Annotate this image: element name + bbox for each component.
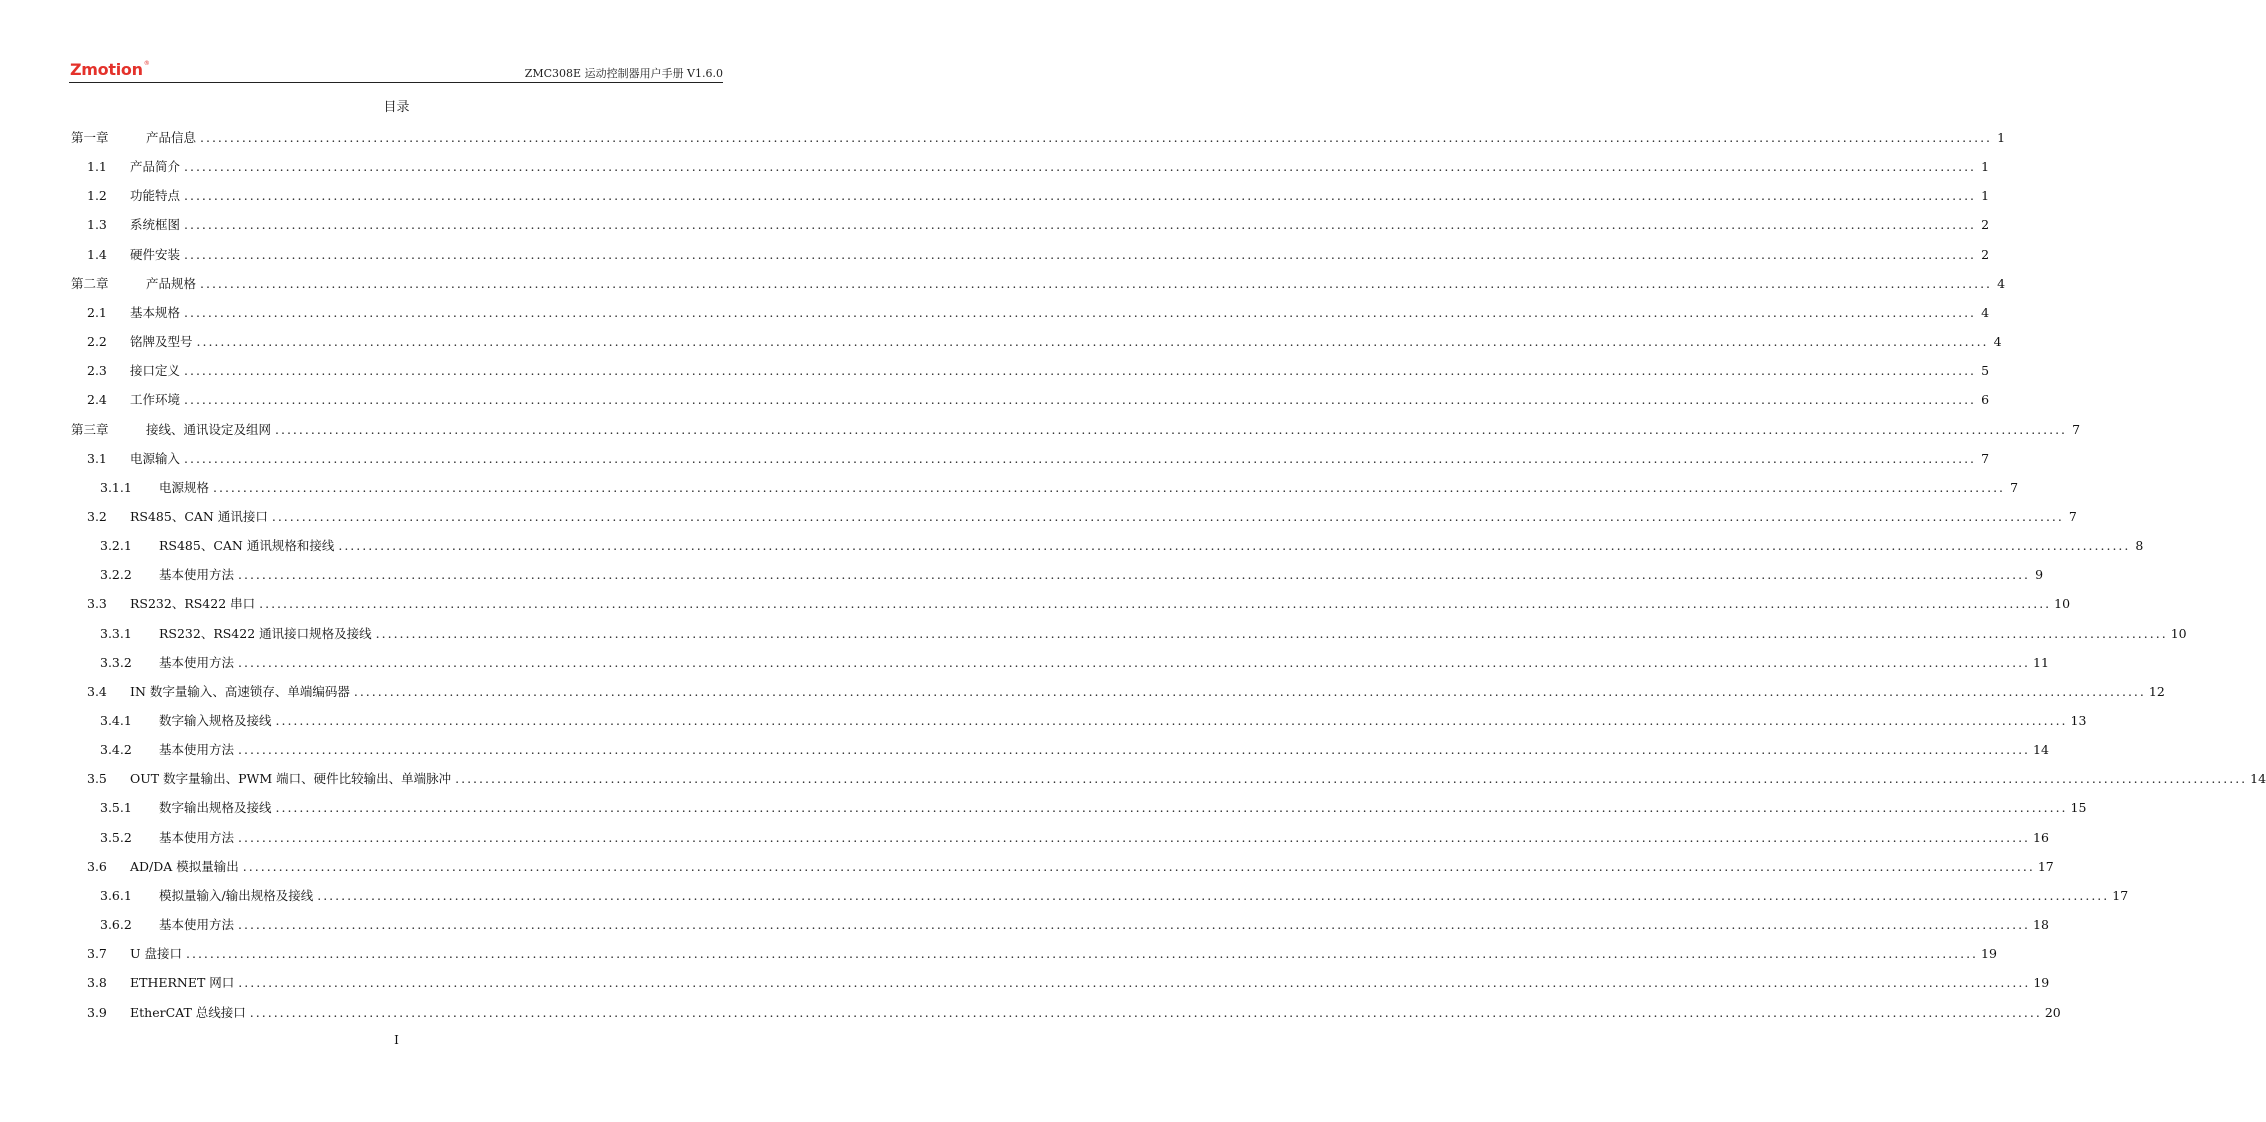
toc-entry-title: 基本使用方法 xyxy=(159,654,235,670)
toc-entry-number: 第一章 xyxy=(71,130,109,145)
dot-leader: ............................................................................................................................................................................................................................................................................................................ xyxy=(259,596,2052,612)
toc-entry-page: 7 xyxy=(1981,450,1990,466)
toc-entry-number: 3.2.2 xyxy=(100,567,132,583)
toc-entry-title: 接口定义 xyxy=(130,363,181,379)
toc-entry-title: 电源输入 xyxy=(130,450,181,466)
toc-entry-number: 3.4.1 xyxy=(100,713,132,728)
toc-entry-number: 3.3 xyxy=(87,596,107,612)
toc-entry[interactable] xyxy=(87,972,2050,994)
toc-entry-number: 2.2 xyxy=(87,334,107,350)
toc-entry[interactable] xyxy=(87,244,1990,266)
toc-entry-page: 16 xyxy=(2033,829,2049,845)
toc-entry-number: 3.9 xyxy=(87,1004,107,1020)
toc-entry-title: ETHERNET 网口 xyxy=(130,975,235,991)
dot-leader: ............................................................................................................................................................................................................................................................................................................ xyxy=(184,159,1977,175)
toc-entry-number: 3.2 xyxy=(87,508,107,524)
toc-entry-title: RS232、RS422 串口 xyxy=(130,596,256,612)
toc-entry-title: 电源规格 xyxy=(159,479,210,495)
dot-leader: ............................................................................................................................................................................................................................................................................................................ xyxy=(455,771,2248,787)
toc-entry-title: U 盘接口 xyxy=(130,946,183,962)
page-number: I xyxy=(394,1033,399,1047)
document-title: ZMC308E 运动控制器用户手册 V1.6.0 xyxy=(524,67,723,80)
dot-leader: ............................................................................................................................................................................................................................................................................................................ xyxy=(213,479,2006,495)
toc-entry[interactable] xyxy=(87,185,1990,207)
toc-entry[interactable] xyxy=(100,710,2087,732)
toc-entry-page: 4 xyxy=(1997,275,2006,291)
toc-entry-number: 3.6.1 xyxy=(100,887,132,903)
toc-entry-page: 6 xyxy=(1981,392,1990,408)
toc-entry-number: 1.4 xyxy=(87,246,107,262)
dot-leader: ............................................................................................................................................................................................................................................................................................................ xyxy=(275,713,2068,728)
toc-entry-number: 1.3 xyxy=(87,217,107,233)
toc-entry-title: 功能特点 xyxy=(130,188,181,204)
toc-entry-number: 第二章 xyxy=(71,275,109,291)
toc-entry-title: 产品规格 xyxy=(146,275,197,291)
toc-entry-page: 4 xyxy=(1993,334,2002,350)
toc-entry[interactable] xyxy=(87,768,2266,790)
toc-entry[interactable] xyxy=(87,389,1990,411)
toc-entry-page: 17 xyxy=(2112,887,2129,903)
dot-leader: ............................................................................................................................................................................................................................................................................................................ xyxy=(196,334,1989,350)
toc-entry-number: 2.4 xyxy=(87,392,107,408)
toc-entry-number: 3.5 xyxy=(87,771,107,787)
dot-leader: ............................................................................................................................................................................................................................................................................................................ xyxy=(184,392,1977,408)
toc-entry[interactable] xyxy=(87,448,1990,470)
toc-entry-page: 14 xyxy=(2033,742,2049,758)
toc-entry-page: 11 xyxy=(2033,654,2049,670)
dot-leader: ............................................................................................................................................................................................................................................................................................................ xyxy=(275,421,2068,437)
toc-entry[interactable] xyxy=(87,593,2071,615)
toc-entry[interactable] xyxy=(87,156,1990,178)
dot-leader: ............................................................................................................................................................................................................................................................................................................ xyxy=(238,975,2031,991)
dot-leader: ............................................................................................................................................................................................................................................................................................................ xyxy=(238,654,2031,670)
toc-entry-title: RS232、RS422 通讯接口规格及接线 xyxy=(159,625,372,641)
toc-entry-number: 3.2.1 xyxy=(100,538,132,554)
toc-entry-title: 产品简介 xyxy=(130,159,181,175)
toc-entry[interactable] xyxy=(71,127,2006,149)
toc-entry[interactable] xyxy=(100,739,2049,761)
toc-entry-page: 17 xyxy=(2037,858,2054,874)
toc-entry[interactable] xyxy=(100,564,2044,586)
toc-entry-number: 2.3 xyxy=(87,363,107,379)
toc-entry-title: AD/DA 模拟量输出 xyxy=(130,858,239,874)
toc-entry-page: 1 xyxy=(1981,188,1990,204)
toc-entry-number: 3.1 xyxy=(87,450,107,466)
registered-mark: ® xyxy=(143,60,150,67)
toc-heading: 目录 xyxy=(383,100,410,115)
dot-leader: ............................................................................................................................................................................................................................................................................................................ xyxy=(238,829,2031,845)
dot-leader: ............................................................................................................................................................................................................................................................................................................ xyxy=(184,217,1977,233)
toc-entry-title: EtherCAT 总线接口 xyxy=(130,1004,246,1020)
toc-entry[interactable] xyxy=(87,506,2077,528)
toc-entry-number: 3.7 xyxy=(87,946,107,962)
toc-entry[interactable] xyxy=(87,1002,2061,1024)
toc-entry[interactable] xyxy=(71,419,2081,441)
toc-entry[interactable] xyxy=(87,302,1990,324)
page-header xyxy=(69,58,723,83)
toc-entry-number: 3.4.2 xyxy=(100,742,132,758)
toc-entry[interactable] xyxy=(87,360,1990,382)
toc-entry-page: 7 xyxy=(2010,479,2019,495)
logo-text: Zmotion xyxy=(70,60,143,79)
toc-entry-page: 20 xyxy=(2044,1004,2061,1020)
toc-entry[interactable] xyxy=(100,914,2049,936)
toc-entry-page: 18 xyxy=(2033,917,2049,933)
toc-entry-number: 3.1.1 xyxy=(100,479,132,495)
toc-entry-title: OUT 数字量输出、PWM 端口、硬件比较输出、单端脉冲 xyxy=(130,771,452,787)
toc-entry-title: 数字输入规格及接线 xyxy=(159,713,272,728)
toc-entry-number: 3.5.2 xyxy=(100,829,132,845)
toc-entry[interactable] xyxy=(100,623,2187,645)
toc-entry-page: 7 xyxy=(2068,508,2077,524)
toc-entry-number: 1.1 xyxy=(87,159,107,175)
dot-leader: ............................................................................................................................................................................................................................................................................................................ xyxy=(186,946,1979,962)
dot-leader: ............................................................................................................................................................................................................................................................................................................ xyxy=(238,917,2031,933)
toc-entry[interactable] xyxy=(71,273,2006,295)
toc-entry-title: 工作环境 xyxy=(130,392,181,408)
dot-leader: ............................................................................................................................................................................................................................................................................................................ xyxy=(184,450,1977,466)
dot-leader: ............................................................................................................................................................................................................................................................................................................ xyxy=(184,304,1977,320)
toc-entry[interactable] xyxy=(100,652,2049,674)
toc-entry[interactable] xyxy=(100,797,2087,819)
toc-entry-page: 2 xyxy=(1981,217,1990,233)
toc-entry-title: 基本使用方法 xyxy=(159,917,235,933)
toc-entry[interactable] xyxy=(87,214,1990,236)
toc-entry-number: 3.3.1 xyxy=(100,625,132,641)
toc-entry-title: 基本使用方法 xyxy=(159,567,235,583)
toc-entry-page: 13 xyxy=(2070,713,2087,728)
toc-entry-number: 3.6.2 xyxy=(100,917,132,933)
dot-leader: ............................................................................................................................................................................................................................................................................................................ xyxy=(184,363,1977,379)
toc-entry-page: 8 xyxy=(2135,538,2144,554)
toc-entry-number: 3.6 xyxy=(87,858,107,874)
dot-leader: ............................................................................................................................................................................................................................................................................................................ xyxy=(275,800,2068,816)
toc-entry-page: 10 xyxy=(2170,625,2187,641)
toc-entry-number: 3.8 xyxy=(87,975,107,991)
toc-entry-page: 1 xyxy=(1981,159,1990,175)
dot-leader: ............................................................................................................................................................................................................................................................................................................ xyxy=(238,567,2031,583)
dot-leader: ............................................................................................................................................................................................................................................................................................................ xyxy=(242,858,2035,874)
dot-leader: ............................................................................................................................................................................................................................................................................................................ xyxy=(375,625,2168,641)
toc-entry[interactable] xyxy=(87,331,2002,353)
dot-leader: ............................................................................................................................................................................................................................................................................................................ xyxy=(317,887,2110,903)
toc-entry-title: 基本使用方法 xyxy=(159,742,235,758)
toc-entry[interactable] xyxy=(87,681,2165,703)
dot-leader: ............................................................................................................................................................................................................................................................................................................ xyxy=(271,508,2064,524)
toc-entry-page: 12 xyxy=(2148,683,2165,699)
toc-entry-title: 产品信息 xyxy=(146,130,197,145)
toc-entry-title: RS485、CAN 通讯规格和接线 xyxy=(159,538,335,554)
toc-entry-page: 19 xyxy=(2033,975,2050,991)
toc-entry-page: 7 xyxy=(2072,421,2081,437)
toc-entry-page: 4 xyxy=(1981,304,1990,320)
dot-leader: ............................................................................................................................................................................................................................................................................................................ xyxy=(200,130,1993,145)
toc-entry-title: IN 数字量输入、高速锁存、单端编码器 xyxy=(130,683,350,699)
toc-entry-title: 数字输出规格及接线 xyxy=(159,800,272,816)
toc-entry-page: 2 xyxy=(1981,246,1990,262)
toc-entry-page: 19 xyxy=(1981,946,1997,962)
toc-entry-title: 基本使用方法 xyxy=(159,829,235,845)
toc-entry-title: RS485、CAN 通讯接口 xyxy=(130,508,268,524)
toc-entry[interactable] xyxy=(100,535,2144,557)
toc-entry-number: 2.1 xyxy=(87,304,107,320)
toc-entry-page: 5 xyxy=(1981,363,1990,379)
dot-leader: ............................................................................................................................................................................................................................................................................................................ xyxy=(238,742,2031,758)
toc-entry-title: 系统框图 xyxy=(130,217,181,233)
toc-entry-number: 1.2 xyxy=(87,188,107,204)
toc-entry-number: 3.5.1 xyxy=(100,800,132,816)
dot-leader: ............................................................................................................................................................................................................................................................................................................ xyxy=(353,683,2146,699)
toc-entry-page: 14 xyxy=(2250,771,2266,787)
toc-entry-page: 9 xyxy=(2035,567,2044,583)
toc-entry-title: 模拟量输入/输出规格及接线 xyxy=(159,887,314,903)
toc-entry-title: 硬件安装 xyxy=(130,246,181,262)
toc-entry-page: 10 xyxy=(2054,596,2071,612)
toc-entry[interactable] xyxy=(100,827,2049,849)
toc-entry[interactable] xyxy=(100,885,2129,907)
dot-leader: ............................................................................................................................................................................................................................................................................................................ xyxy=(338,538,2131,554)
toc-entry-number: 第三章 xyxy=(71,421,109,437)
toc-entry[interactable] xyxy=(87,856,2054,878)
toc-entry-title: 基本规格 xyxy=(130,304,181,320)
toc-entry[interactable] xyxy=(100,477,2019,499)
dot-leader: ............................................................................................................................................................................................................................................................................................................ xyxy=(200,275,1993,291)
toc-entry-title: 铭牌及型号 xyxy=(130,334,193,350)
dot-leader: ............................................................................................................................................................................................................................................................................................................ xyxy=(249,1004,2042,1020)
toc-entry-number: 3.4 xyxy=(87,683,107,699)
toc-entry-page: 15 xyxy=(2070,800,2087,816)
toc-entry-number: 3.3.2 xyxy=(100,654,132,670)
dot-leader: ............................................................................................................................................................................................................................................................................................................ xyxy=(184,188,1977,204)
zmotion-logo xyxy=(70,60,149,79)
toc-entry-page: 1 xyxy=(1997,130,2006,145)
dot-leader: ............................................................................................................................................................................................................................................................................................................ xyxy=(184,246,1977,262)
toc-entry[interactable] xyxy=(87,943,1997,965)
toc-entry-title: 接线、通讯设定及组网 xyxy=(146,421,272,437)
